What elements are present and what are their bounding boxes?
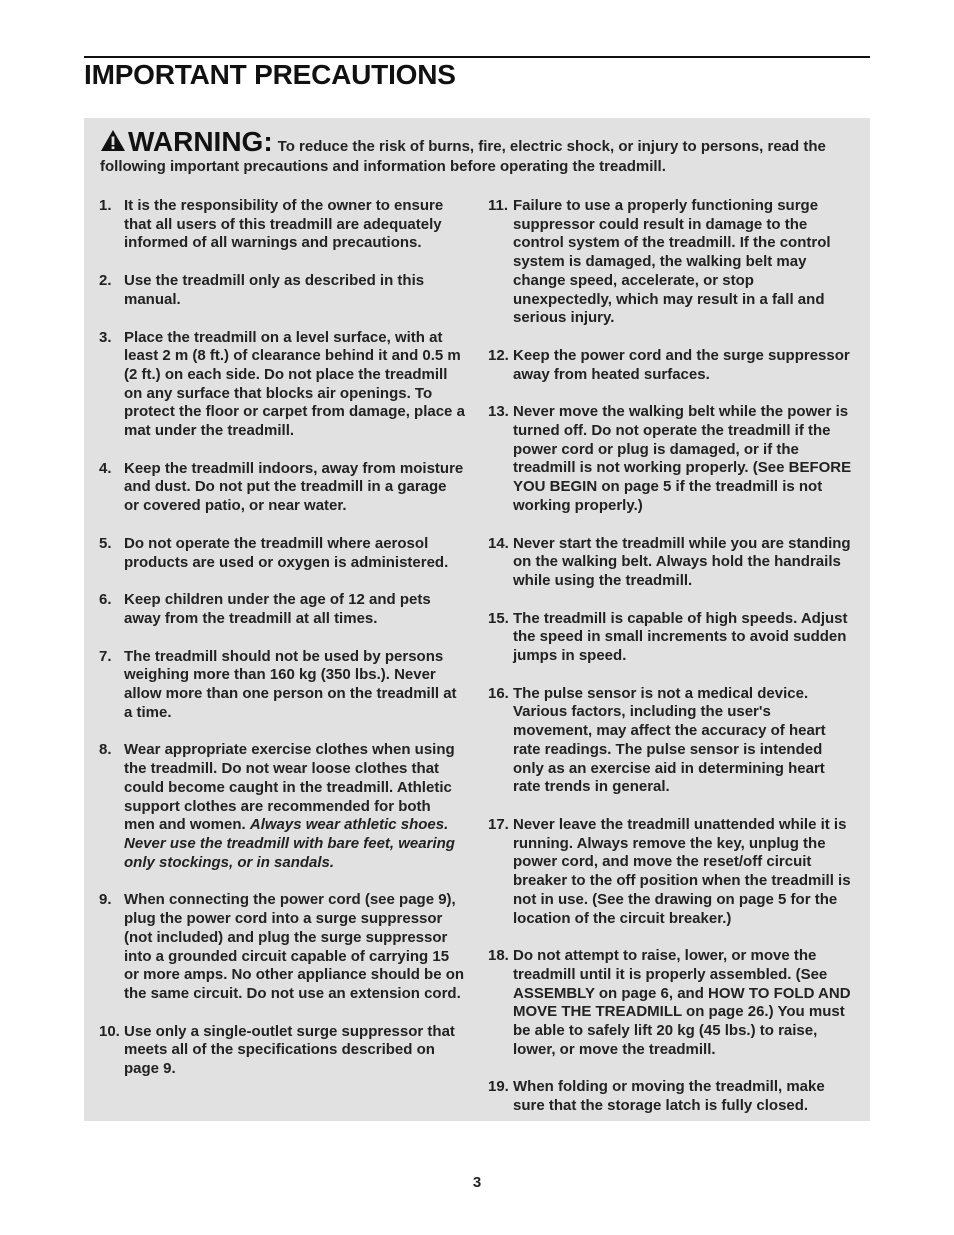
precaution-item [488, 1078, 854, 1115]
precaution-item [488, 947, 854, 1059]
item-number: 18. [488, 947, 509, 965]
item-text: Wear appropriate exercise clothes when using the treadmill. Do not wear loose clothes that could become caught in the treadmill. Athletic support clothes are recommended for both men and women. [124, 741, 455, 834]
precaution-item [488, 197, 854, 328]
precaution-item [488, 403, 854, 515]
warning-panel [84, 118, 870, 1121]
item-number: 19. [488, 1078, 509, 1096]
item-text: When folding or moving the treadmill, make sure that the storage latch is fully closed. [513, 1078, 825, 1115]
page-title: IMPORTANT PRECAUTIONS [84, 59, 456, 90]
item-text: Never start the treadmill while you are standing on the walking belt. Always hold the handrails while using the treadmill. [513, 534, 851, 589]
item-number: 14. [488, 534, 509, 552]
item-number: 10. [99, 1022, 120, 1040]
precaution-item [488, 816, 854, 928]
item-text: Place the treadmill on a level surface, with at least 2 m (8 ft.) of clearance behind it and 0.5 m (2 ft.) on each side. Do not place the treadmill on any surface that blocks air openings. To protect the floor or carpet from damage, place a mat under the treadmill. [124, 328, 465, 440]
item-number: 4. [99, 459, 112, 477]
item-number: 5. [99, 534, 112, 552]
precaution-item [99, 535, 465, 572]
precaution-item [99, 891, 465, 1003]
item-text: Keep the power cord and the surge suppressor away from heated surfaces. [513, 346, 850, 383]
item-text: Do not operate the treadmill where aerosol products are used or oxygen is administered. [124, 534, 449, 571]
precaution-item [99, 460, 465, 516]
warning-header [100, 128, 860, 176]
item-text: Use only a single-outlet surge suppressor that meets all of the specifications described on page 9. [124, 1022, 455, 1078]
item-emphasis: Always wear athletic shoes. Never use the treadmill with bare feet, wearing only stockings, or in sandals. [124, 816, 455, 871]
item-text: Use the treadmill only as described in this manual. [124, 272, 425, 308]
item-number: 9. [99, 891, 112, 909]
precaution-item [99, 591, 465, 628]
item-text: Keep the treadmill indoors, away from moisture and dust. Do not put the treadmill in a garage or covered patio, or near water. [124, 459, 464, 515]
precaution-item [488, 685, 854, 797]
precautions-column-right [488, 197, 854, 1135]
item-number: 8. [99, 741, 112, 759]
precaution-item [99, 329, 465, 441]
item-text: It is the responsibility of the owner to ensure that all users of this treadmill are adequately informed of all warnings and precautions. [124, 197, 444, 252]
item-text: Keep children under the age of 12 and pets away from the treadmill at all times. [124, 591, 431, 627]
item-text: When connecting the power cord (see page 9), plug the power cord into a surge suppressor (not included) and plug the surge suppressor into a grounded circuit capable of carrying 15 or more amps. No other appliance should be on the same circuit. Do not use an extension cord. [124, 891, 465, 1002]
item-number: 6. [99, 591, 112, 609]
page-number: 3 [472, 1174, 482, 1191]
item-text: The treadmill should not be used by persons weighing more than 160 kg (350 lbs.). Never allow more than one person on the treadmill at a time. [124, 647, 457, 721]
warning-triangle-icon [100, 129, 126, 157]
item-text: The pulse sensor is not a medical device. Various factors, including the user's movement, may affect the accuracy of heart rate readings. The pulse sensor is intended only as an exercise aid in determining heart rate trends in general. [513, 684, 826, 796]
item-number: 3. [99, 328, 112, 346]
item-text: Never move the walking belt while the power is turned off. Do not operate the treadmill if the power cord or plug is damaged, or if the treadmill is not working properly. (See BEFORE YOU BEGIN on page 5 if the treadmill is not working properly.) [513, 403, 852, 514]
precaution-item [99, 741, 465, 872]
item-text: The treadmill is capable of high speeds. Adjust the speed in small increments to avoid sudden jumps in speed. [513, 609, 848, 665]
precaution-item [99, 272, 465, 309]
precaution-item [99, 648, 465, 723]
item-number: 7. [99, 647, 112, 665]
item-text: Failure to use a properly functioning surge suppressor could result in damage to the control system of the treadmill. If the control system is damaged, the walking belt may change speed, accelerate, or stop unexpectedly, which may result in a fall and serious injury. [513, 197, 831, 327]
item-number: 17. [488, 815, 509, 833]
item-number: 16. [488, 684, 509, 702]
item-number: 2. [99, 272, 112, 290]
precaution-item [99, 1023, 465, 1079]
warning-text: To reduce the risk of burns, fire, electric shock, or injury to persons, read the following important precautions and information before operating the treadmill. [100, 138, 826, 175]
precaution-item [488, 610, 854, 666]
item-number: 15. [488, 609, 509, 627]
item-number: 11. [488, 197, 509, 214]
precaution-item [488, 347, 854, 384]
item-number: 1. [99, 197, 112, 214]
item-text: Never leave the treadmill unattended while it is running. Always remove the key, unplug the power cord, and move the reset/off circuit breaker to the off position when the treadmill is not in use. (See the drawing on page 5 for the location of the circuit breaker.) [513, 815, 851, 927]
precaution-item [99, 197, 465, 253]
precautions-column-left [99, 197, 465, 1098]
precaution-item [488, 535, 854, 591]
item-number: 13. [488, 403, 509, 421]
item-number: 12. [488, 346, 509, 364]
item-text: Do not attempt to raise, lower, or move the treadmill until it is properly assembled. (See ASSEMBLY on page 6, and HOW TO FOLD AND MOVE THE TREADMILL on page 26.) You must be able to safely lift 20 kg (45 lbs.) to raise, lower, or move the treadmill. [513, 947, 851, 1058]
warning-label: WARNING: [128, 126, 273, 157]
